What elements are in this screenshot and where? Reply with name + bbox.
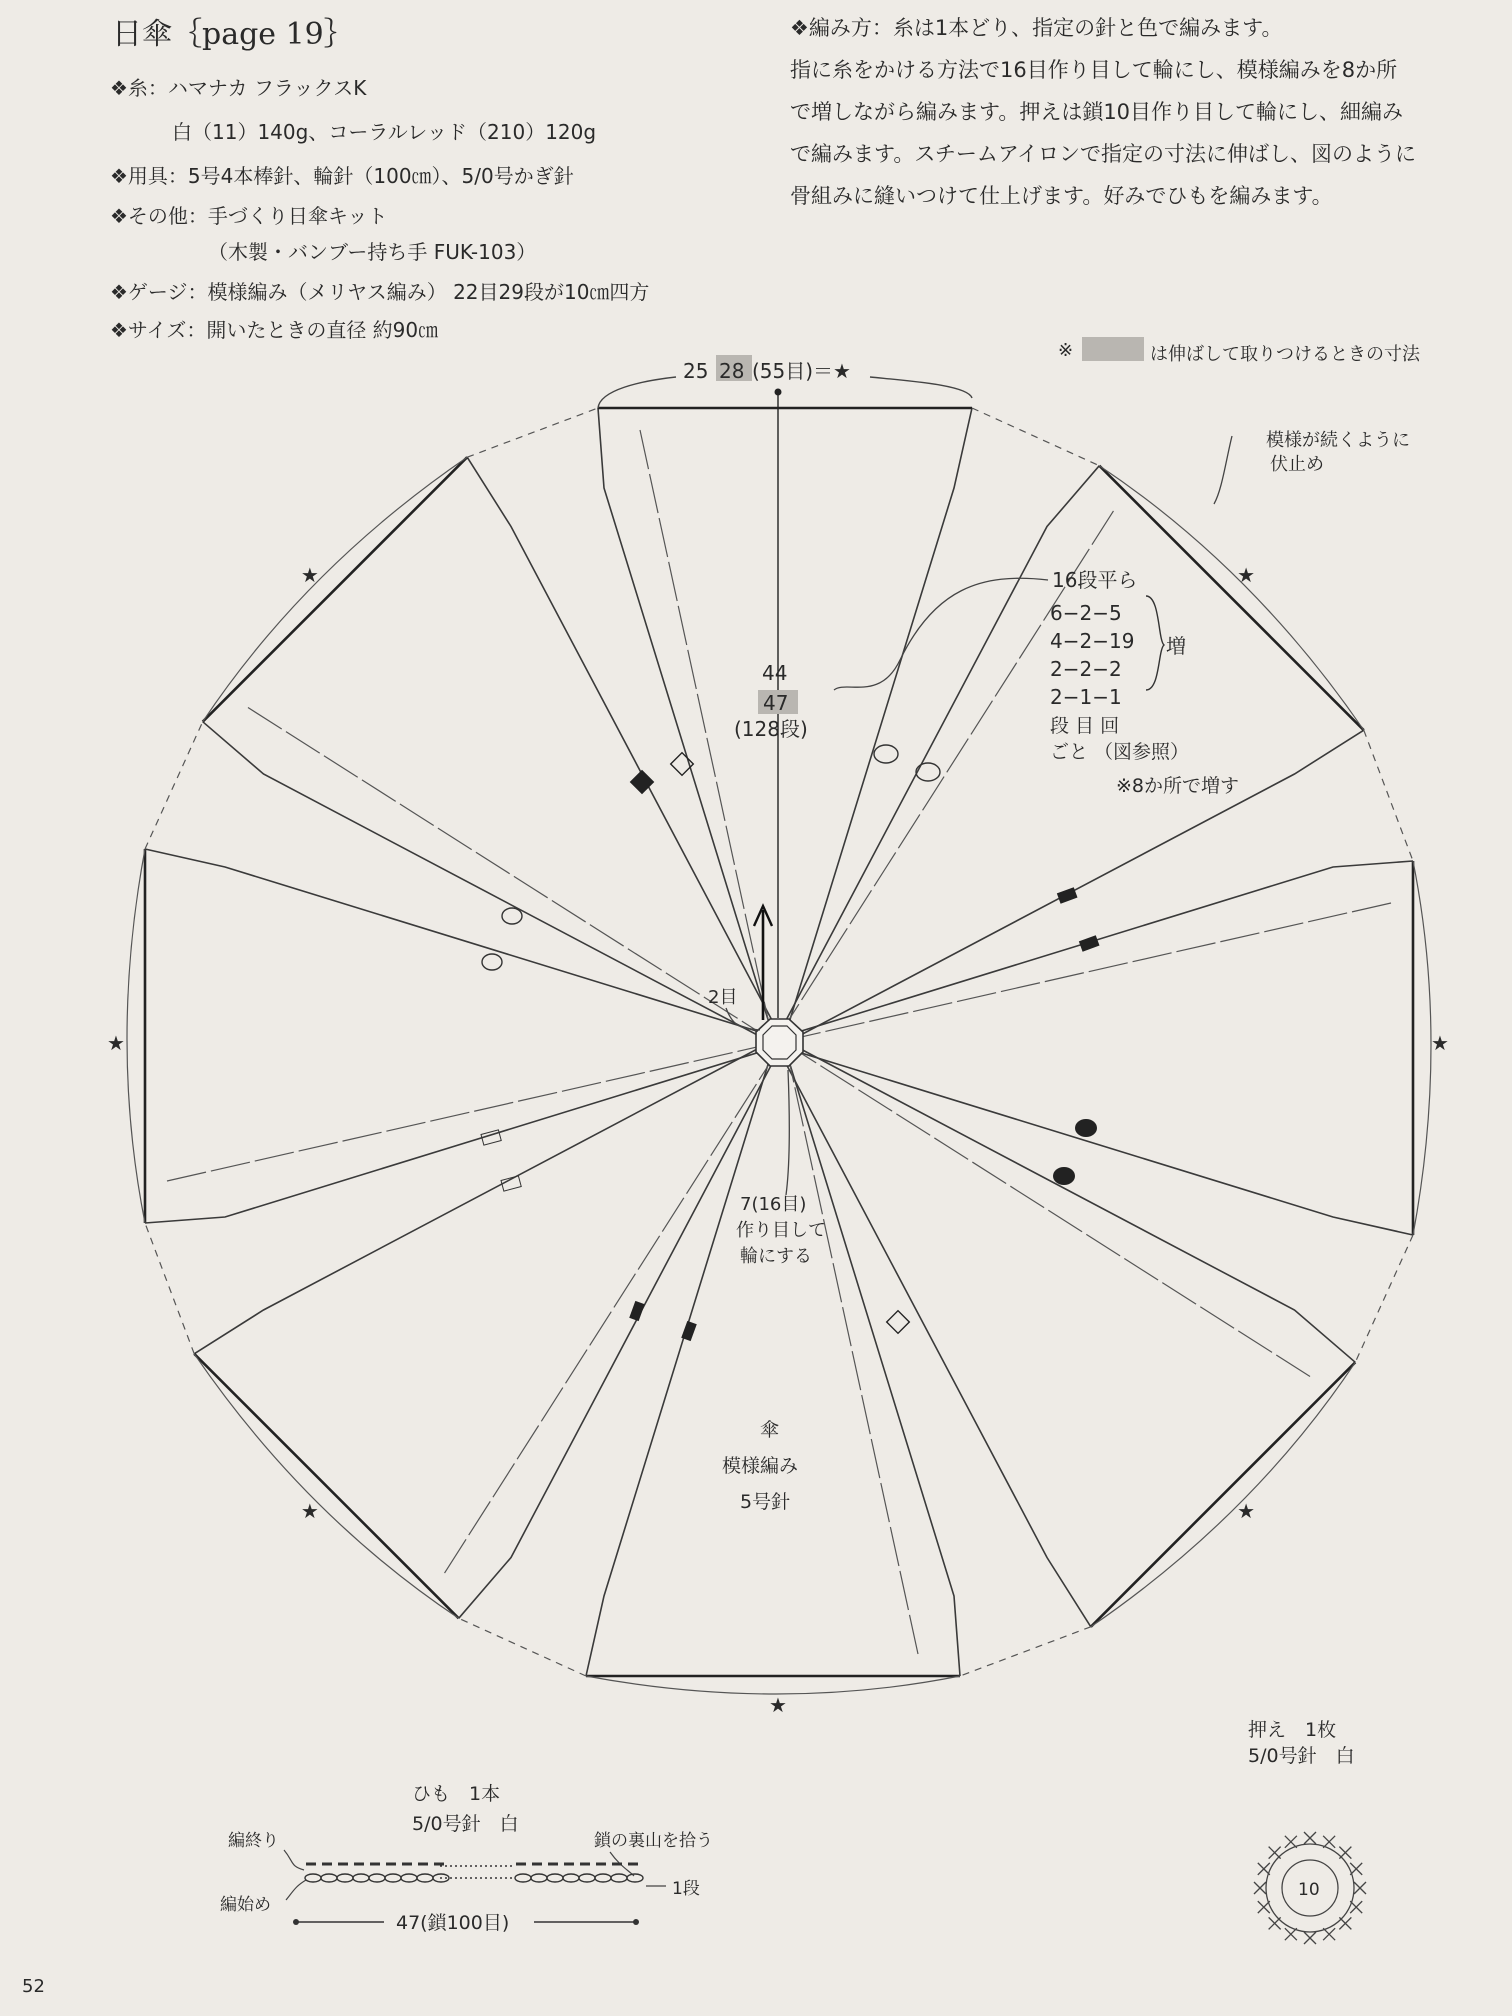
pattern-mark <box>629 1301 645 1321</box>
panel-bracket <box>127 849 145 1223</box>
panel-bracket <box>586 1676 960 1694</box>
chain-stitch <box>417 1874 433 1882</box>
note-stretch: は伸ばして取りつけるときの寸法 <box>1150 344 1420 365</box>
size-spec: ❖サイズ：開いたときの直径 約90㎝ <box>110 318 439 342</box>
note-stretch-prefix: ※ <box>1058 340 1074 361</box>
outer-connector <box>467 408 598 457</box>
instruction-line-1: ❖編み方：糸は1本どり、指定の針と色で編みます。 <box>790 16 1283 40</box>
pattern-mark <box>1079 935 1100 951</box>
himo-length: 47(鎖100目) <box>396 1912 510 1934</box>
increase-row-4: 2−1−1 <box>1050 685 1122 709</box>
pattern-mark <box>502 908 522 924</box>
outer-connector <box>960 1627 1091 1676</box>
increase-ref: （図参照） <box>1094 741 1190 763</box>
center-cast-3: 輪にする <box>740 1246 812 1267</box>
outer-connector <box>972 408 1099 466</box>
increase-row-1: 6−2−5 <box>1050 601 1122 625</box>
chain-stitch <box>547 1874 563 1882</box>
increase-note: ※8か所で増す <box>1116 775 1240 797</box>
star-mark: ★ <box>1431 1031 1449 1055</box>
himo-start-label: 編始め <box>220 1895 271 1915</box>
osae-title: 押え 1枚 <box>1248 1719 1337 1741</box>
star-mark: ★ <box>1237 562 1256 587</box>
panel-seam <box>779 903 1391 1042</box>
increase-row-3: 2−2−2 <box>1050 657 1122 681</box>
center-cast-2: 作り目して <box>736 1220 826 1241</box>
canopy-panel <box>784 1047 1355 1627</box>
page-title: 日傘｛page 19｝ <box>112 17 354 52</box>
chain-stitch <box>353 1874 369 1882</box>
page-number: 52 <box>22 1976 45 1997</box>
pattern-mark <box>1057 887 1078 903</box>
center-cast-1: 7(16目) <box>740 1194 807 1215</box>
top-width-stretched: 28 <box>719 359 745 383</box>
instruction-line-3: で増しながら編みます。押えは鎖10目作り目して輪にし、細編み <box>790 100 1404 124</box>
chain-stitch <box>369 1874 385 1882</box>
canopy-label-2: 模様編み <box>722 1455 799 1477</box>
star-mark: ★ <box>769 1693 787 1717</box>
yarn-spec: ❖糸：ハマナカ フラックスK <box>110 76 367 100</box>
outer-connector <box>459 1618 586 1676</box>
pattern-mark <box>1075 1119 1097 1137</box>
instruction-line-5: 骨組みに縫いつけて仕上げます。好みでひもを編みます。 <box>790 184 1333 208</box>
panel-top-edge <box>194 1354 458 1618</box>
panel-top-edge <box>1099 466 1363 730</box>
chain-stitch <box>531 1874 547 1882</box>
panel-seam <box>445 1042 784 1573</box>
outer-connector <box>145 1223 194 1354</box>
pattern-mark <box>916 763 940 781</box>
outer-connector <box>1355 1235 1413 1362</box>
kit-spec: （木製・バンブー持ち手 FUK-103） <box>208 240 537 264</box>
outer-connector <box>1364 730 1413 861</box>
chain-stitch <box>385 1874 401 1882</box>
himo-spec: 5/0号針 白 <box>412 1813 519 1835</box>
panel-top-edge <box>203 457 467 721</box>
panel-seam <box>785 1042 918 1654</box>
star-mark: ★ <box>300 562 319 587</box>
increase-header-2: ごと <box>1050 741 1089 763</box>
top-width-stitches: (55目)＝★ <box>752 359 851 383</box>
yarn-colors: 白（11）140g、コーラルレッド（210）120g <box>172 120 597 144</box>
himo-end-label: 編終り <box>228 1831 279 1851</box>
panel-top-edge <box>1091 1362 1355 1626</box>
chain-stitch <box>321 1874 337 1882</box>
bind-off-note-1: 模様が続くように <box>1266 430 1410 451</box>
canopy-label-1: 傘 <box>760 1419 780 1441</box>
panel-bracket <box>1413 861 1431 1235</box>
canopy-panel <box>795 861 1413 1235</box>
chain-stitch <box>401 1874 417 1882</box>
other-spec: ❖その他：手づくり日傘キット <box>110 204 388 228</box>
canopy-panel <box>586 1058 960 1676</box>
himo-title: ひも 1本 <box>412 1783 501 1805</box>
instruction-line-4: で編みます。スチームアイロンで指定の寸法に伸ばし、図のように <box>790 142 1417 166</box>
pattern-mark <box>1053 1167 1075 1185</box>
panel-seam <box>167 1042 779 1181</box>
osae-spec: 5/0号針 白 <box>1248 1745 1355 1767</box>
increase-row-2: 4−2−19 <box>1050 629 1135 653</box>
pattern-mark <box>681 1321 697 1341</box>
star-mark: ★ <box>1237 1499 1256 1524</box>
top-width-base: 25 <box>683 359 709 383</box>
himo-pickup: 鎖の裏山を拾う <box>594 1831 713 1851</box>
chain-stitch <box>515 1874 531 1882</box>
himo-row: 1段 <box>672 1879 700 1899</box>
note-highlight-swatch <box>1082 337 1144 361</box>
chain-stitch <box>305 1874 321 1882</box>
chain-stitch <box>595 1874 611 1882</box>
chain-stitch <box>579 1874 595 1882</box>
canopy-panel <box>145 849 763 1223</box>
chain-stitch <box>611 1874 627 1882</box>
instruction-line-2: 指に糸をかける方法で16目作り目して輪にし、模様編みを8か所 <box>790 58 1398 82</box>
canopy-label-3: 5号針 <box>740 1491 791 1513</box>
chain-stitch <box>627 1874 643 1882</box>
pattern-mark <box>482 954 502 970</box>
chain-stitch <box>563 1874 579 1882</box>
star-mark: ★ <box>107 1031 125 1055</box>
bind-off-note-2: 伏止め <box>1270 454 1324 475</box>
length-stretched: 47 <box>763 691 789 715</box>
gauge-spec: ❖ゲージ：模様編み（メリヤス編み） 22目29段が10㎝四方 <box>110 280 650 304</box>
increase-header: 段 目 回 <box>1050 715 1120 737</box>
outer-connector <box>145 722 203 849</box>
increase-flat: 16段平ら <box>1052 568 1138 592</box>
pattern-mark <box>874 745 898 763</box>
two-stitches: 2目 <box>708 987 738 1008</box>
increase-label: 増 <box>1166 634 1186 658</box>
star-mark: ★ <box>300 1499 319 1524</box>
osae-count: 10 <box>1298 1880 1320 1900</box>
himo-chain <box>305 1864 643 1882</box>
chain-stitch <box>337 1874 353 1882</box>
tools-spec: ❖用具：5号4本棒針、輪針（100㎝）、5/0号かぎ針 <box>110 164 574 188</box>
pattern-mark <box>887 1311 910 1334</box>
canopy-panel <box>203 457 774 1037</box>
length-rows: (128段) <box>734 717 808 741</box>
length-base: 44 <box>762 661 788 685</box>
